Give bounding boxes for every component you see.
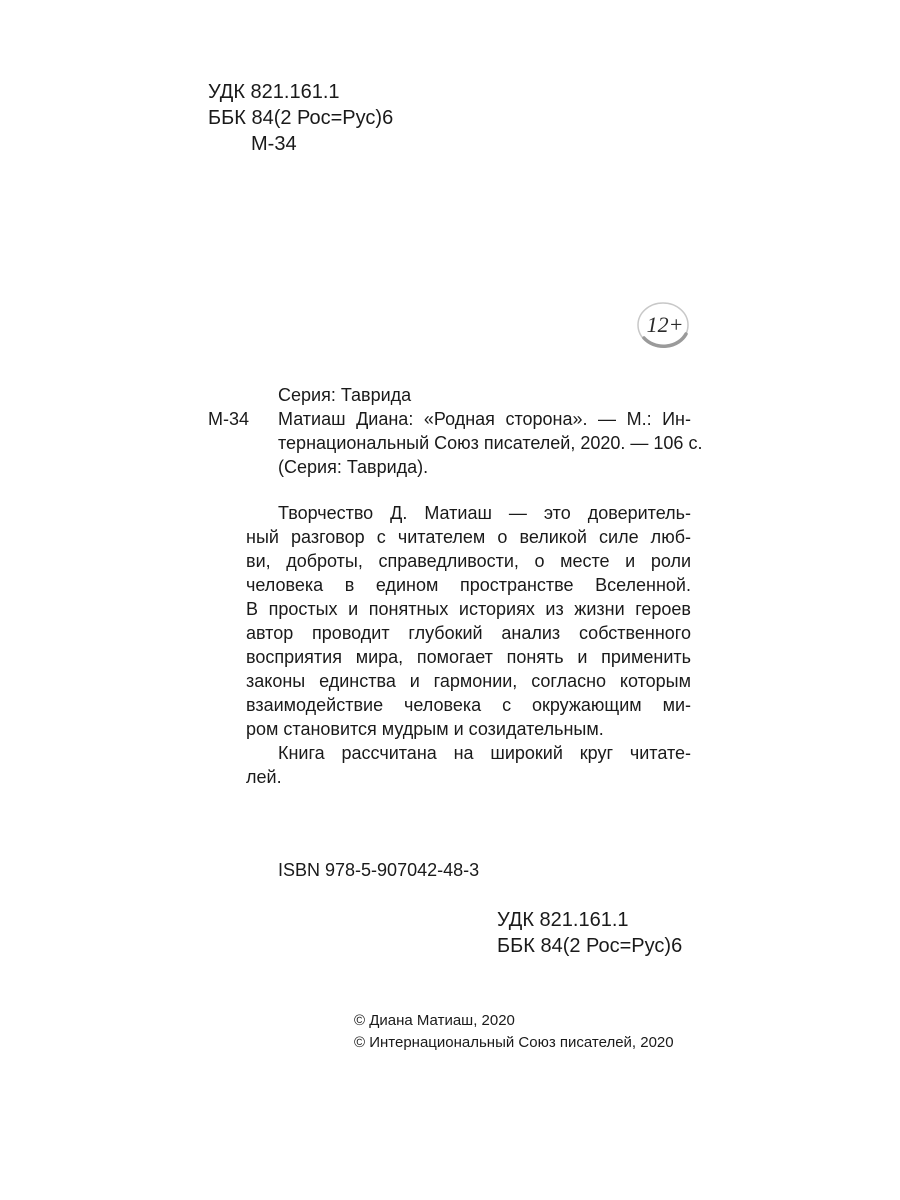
author-mark: М-34 [251, 133, 297, 155]
annotation [246, 501, 691, 789]
annotation-line: лей. [246, 767, 282, 787]
copyright-line: © Интернациональный Союз писателей, 2020 [354, 1034, 674, 1051]
annotation-line: взаимодействие человека с окружающим ми- [246, 695, 691, 715]
top-classification-codes [208, 79, 393, 157]
biblio-line: (Серия: Таврида). [278, 457, 429, 477]
annotation-line: человека в едином пространстве Вселенной. [246, 575, 691, 595]
annotation-line: ви, доброты, справедливости, о месте и роли [246, 551, 691, 571]
bottom-classification-codes [497, 907, 682, 959]
udk-code: УДК 821.161.1 [497, 909, 629, 931]
age-rating-badge [636, 300, 692, 350]
annotation-line: Творчество Д. Матиаш — это доверитель- [278, 503, 691, 523]
age-rating-label: 12+ [646, 312, 684, 337]
bbk-code: ББК 84(2 Рос=Рус)6 [208, 107, 394, 129]
bbk-code: ББК 84(2 Рос=Рус)6 [497, 935, 683, 957]
annotation-line: восприятия мира, помогает понять и применить [246, 647, 691, 667]
bibliographic-description [278, 407, 703, 479]
annotation-line: Книга рассчитана на широкий круг читате- [278, 743, 691, 763]
udk-code: УДК 821.161.1 [208, 81, 340, 103]
annotation-line: законы единства и гармонии, согласно которым [246, 671, 691, 691]
annotation-line: ром становится мудрым и созидательным. [246, 719, 604, 739]
annotation-line: В простых и понятных историях из жизни героев [246, 599, 691, 619]
series-line: Серия: Таврида [278, 385, 412, 405]
author-code: М-34 [208, 409, 250, 429]
annotation-line: ный разговор с читателем о великой силе люб- [246, 527, 691, 547]
copyright-line: © Диана Матиаш, 2020 [354, 1012, 515, 1029]
isbn: ISBN 978-5-907042-48-3 [278, 860, 480, 880]
biblio-line: Матиаш Диана: «Родная сторона». — М.: Ин- [278, 409, 691, 429]
biblio-line: тернациональный Союз писателей, 2020. — 106 с. [278, 433, 703, 453]
annotation-line: автор проводит глубокий анализ собственного [246, 623, 691, 643]
copyright-block [354, 1010, 674, 1054]
